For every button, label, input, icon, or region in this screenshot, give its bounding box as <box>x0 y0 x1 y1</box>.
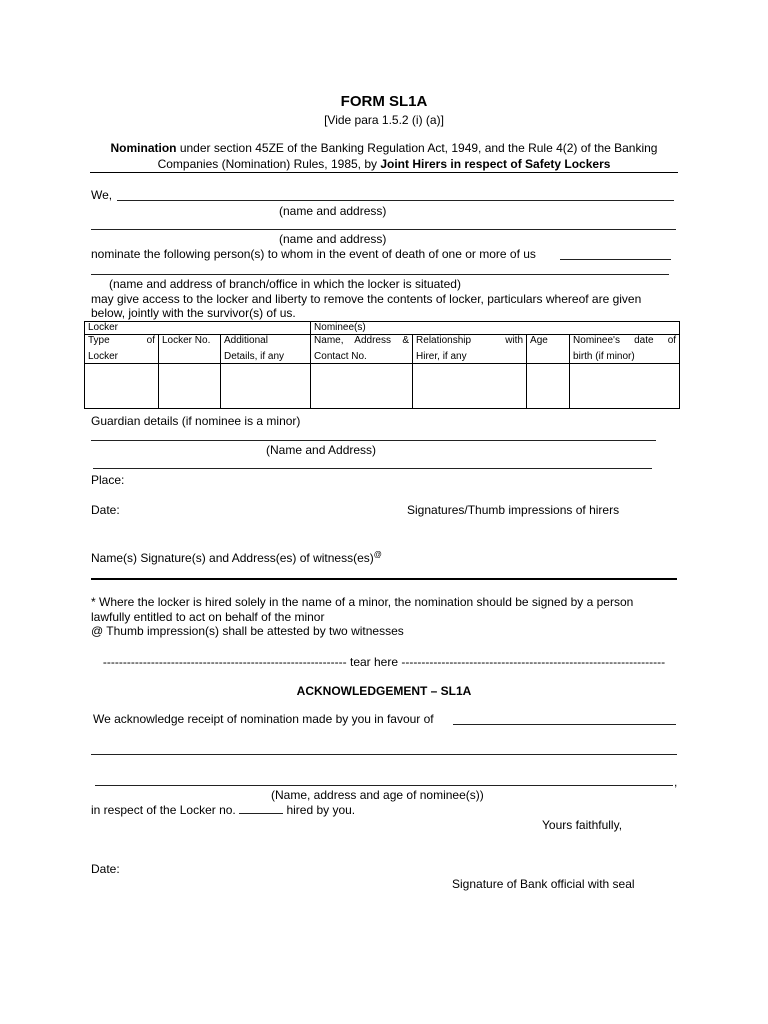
nomination-heading-line1 <box>0 141 768 155</box>
form-vide-reference: [Vide para 1.5.2 (i) (a)] <box>324 113 444 127</box>
witness-label: Name(s) Signature(s) and Address(es) of witness(es)@ <box>91 550 382 565</box>
tear-here-label: tear here <box>346 655 402 669</box>
guardian-label: Guardian details (if nominee is a minor) <box>91 414 301 428</box>
col-additional-details: Additional Details, if any <box>221 335 311 364</box>
table-header-row <box>85 335 680 364</box>
cell-age[interactable] <box>527 364 570 409</box>
col-age: Age <box>527 335 570 364</box>
nomination-text-2: Companies (Nomination) Rules, 1985, by <box>157 157 381 171</box>
col-locker-no: Locker No. <box>159 335 221 364</box>
group-nominee-header: Nominee(s) <box>311 322 680 335</box>
table-row <box>85 364 680 409</box>
branch-caption: (name and address of branch/office in which the locker is situated) <box>109 277 461 291</box>
ack-favour-blank[interactable] <box>453 724 676 725</box>
name-address-caption-1: (name and address) <box>279 204 387 218</box>
col-relationship-with-hirer: Relationship with Hirer, if any <box>413 335 527 364</box>
witness-superscript: @ <box>373 550 382 559</box>
ack-receipt-text: We acknowledge receipt of nomination made by you in favour of <box>93 712 434 726</box>
ack-yours-faithfully: Yours faithfully, <box>542 818 623 832</box>
col-type-of-locker: Type of Locker <box>85 335 159 364</box>
guardian-caption: (Name and Address) <box>266 443 377 457</box>
ack-nominee-caption: (Name, address and age of nominee(s)) <box>271 788 484 802</box>
nominate-text: nominate the following person(s) to whom in the event of death of one or more of us <box>91 247 536 261</box>
cell-locker-no[interactable] <box>159 364 221 409</box>
cell-type-of-locker[interactable] <box>85 364 159 409</box>
place-label: Place: <box>91 473 125 487</box>
we-label: We, <box>91 188 113 202</box>
cell-additional-details[interactable] <box>221 364 311 409</box>
group-locker-header: Locker <box>85 322 311 335</box>
nomination-bold: Nomination <box>110 141 177 155</box>
cell-relationship[interactable] <box>413 364 527 409</box>
access-text-line1: may give access to the locker and liberty to remove the contents of locker, particulars whereof are given <box>91 292 642 306</box>
nomination-text-1: under section 45ZE of the Banking Regulation Act, 1949, and the Rule 4(2) of the Banking <box>176 141 658 155</box>
note-thumb-impression: @ Thumb impression(s) shall be attested by two witnesses <box>91 624 404 638</box>
tear-here-line: ------------------------------------------------------------- tear here ------------------------------------------------------------------ <box>102 655 666 669</box>
date-label: Date: <box>91 503 120 517</box>
ack-locker-no-blank[interactable] <box>239 803 283 814</box>
hirer-name-blank-2[interactable] <box>91 229 676 230</box>
branch-blank[interactable] <box>91 274 669 275</box>
hirer-name-blank-1[interactable] <box>117 200 674 201</box>
ack-title: ACKNOWLEDGEMENT – SL1A <box>296 684 472 698</box>
access-text-line2: below, jointly with the survivor(s) of us. <box>91 306 296 320</box>
note-minor-line1: * Where the locker is hired solely in the name of a minor, the nomination should be signed by a person <box>91 595 634 609</box>
name-address-caption-2: (name and address) <box>279 232 387 246</box>
guardian-blank-1[interactable] <box>91 440 656 441</box>
table-group-header-row <box>85 322 680 335</box>
witness-rule[interactable] <box>91 578 677 580</box>
col-nominee-dob: Nominee's date of birth (if minor) <box>570 335 680 364</box>
nominate-blank[interactable] <box>560 259 671 260</box>
col-name-address-contact: Name, Address & Contact No. <box>311 335 413 364</box>
ack-nominee-blank-1[interactable] <box>91 754 677 755</box>
hirer-signatures-label: Signatures/Thumb impressions of hirers <box>407 503 620 517</box>
nomination-heading-line2 <box>0 157 768 171</box>
locker-nominee-table <box>84 321 680 409</box>
joint-hirers-bold: Joint Hirers in respect of Safety Lockers <box>380 157 611 171</box>
note-minor-line2: lawfully entitled to act on behalf of the minor <box>91 610 325 624</box>
ack-date-label: Date: <box>91 862 120 876</box>
ack-bank-signature: Signature of Bank official with seal <box>452 877 635 891</box>
guardian-blank-2[interactable] <box>93 468 652 469</box>
header-rule <box>90 172 678 173</box>
cell-nominee-dob[interactable] <box>570 364 680 409</box>
ack-nominee-blank-2[interactable] <box>95 785 673 786</box>
ack-comma: , <box>674 775 678 789</box>
cell-name-address-contact[interactable] <box>311 364 413 409</box>
ack-locker-line: in respect of the Locker no. hired by you. <box>91 803 356 817</box>
form-title: FORM SL1A <box>340 93 428 110</box>
